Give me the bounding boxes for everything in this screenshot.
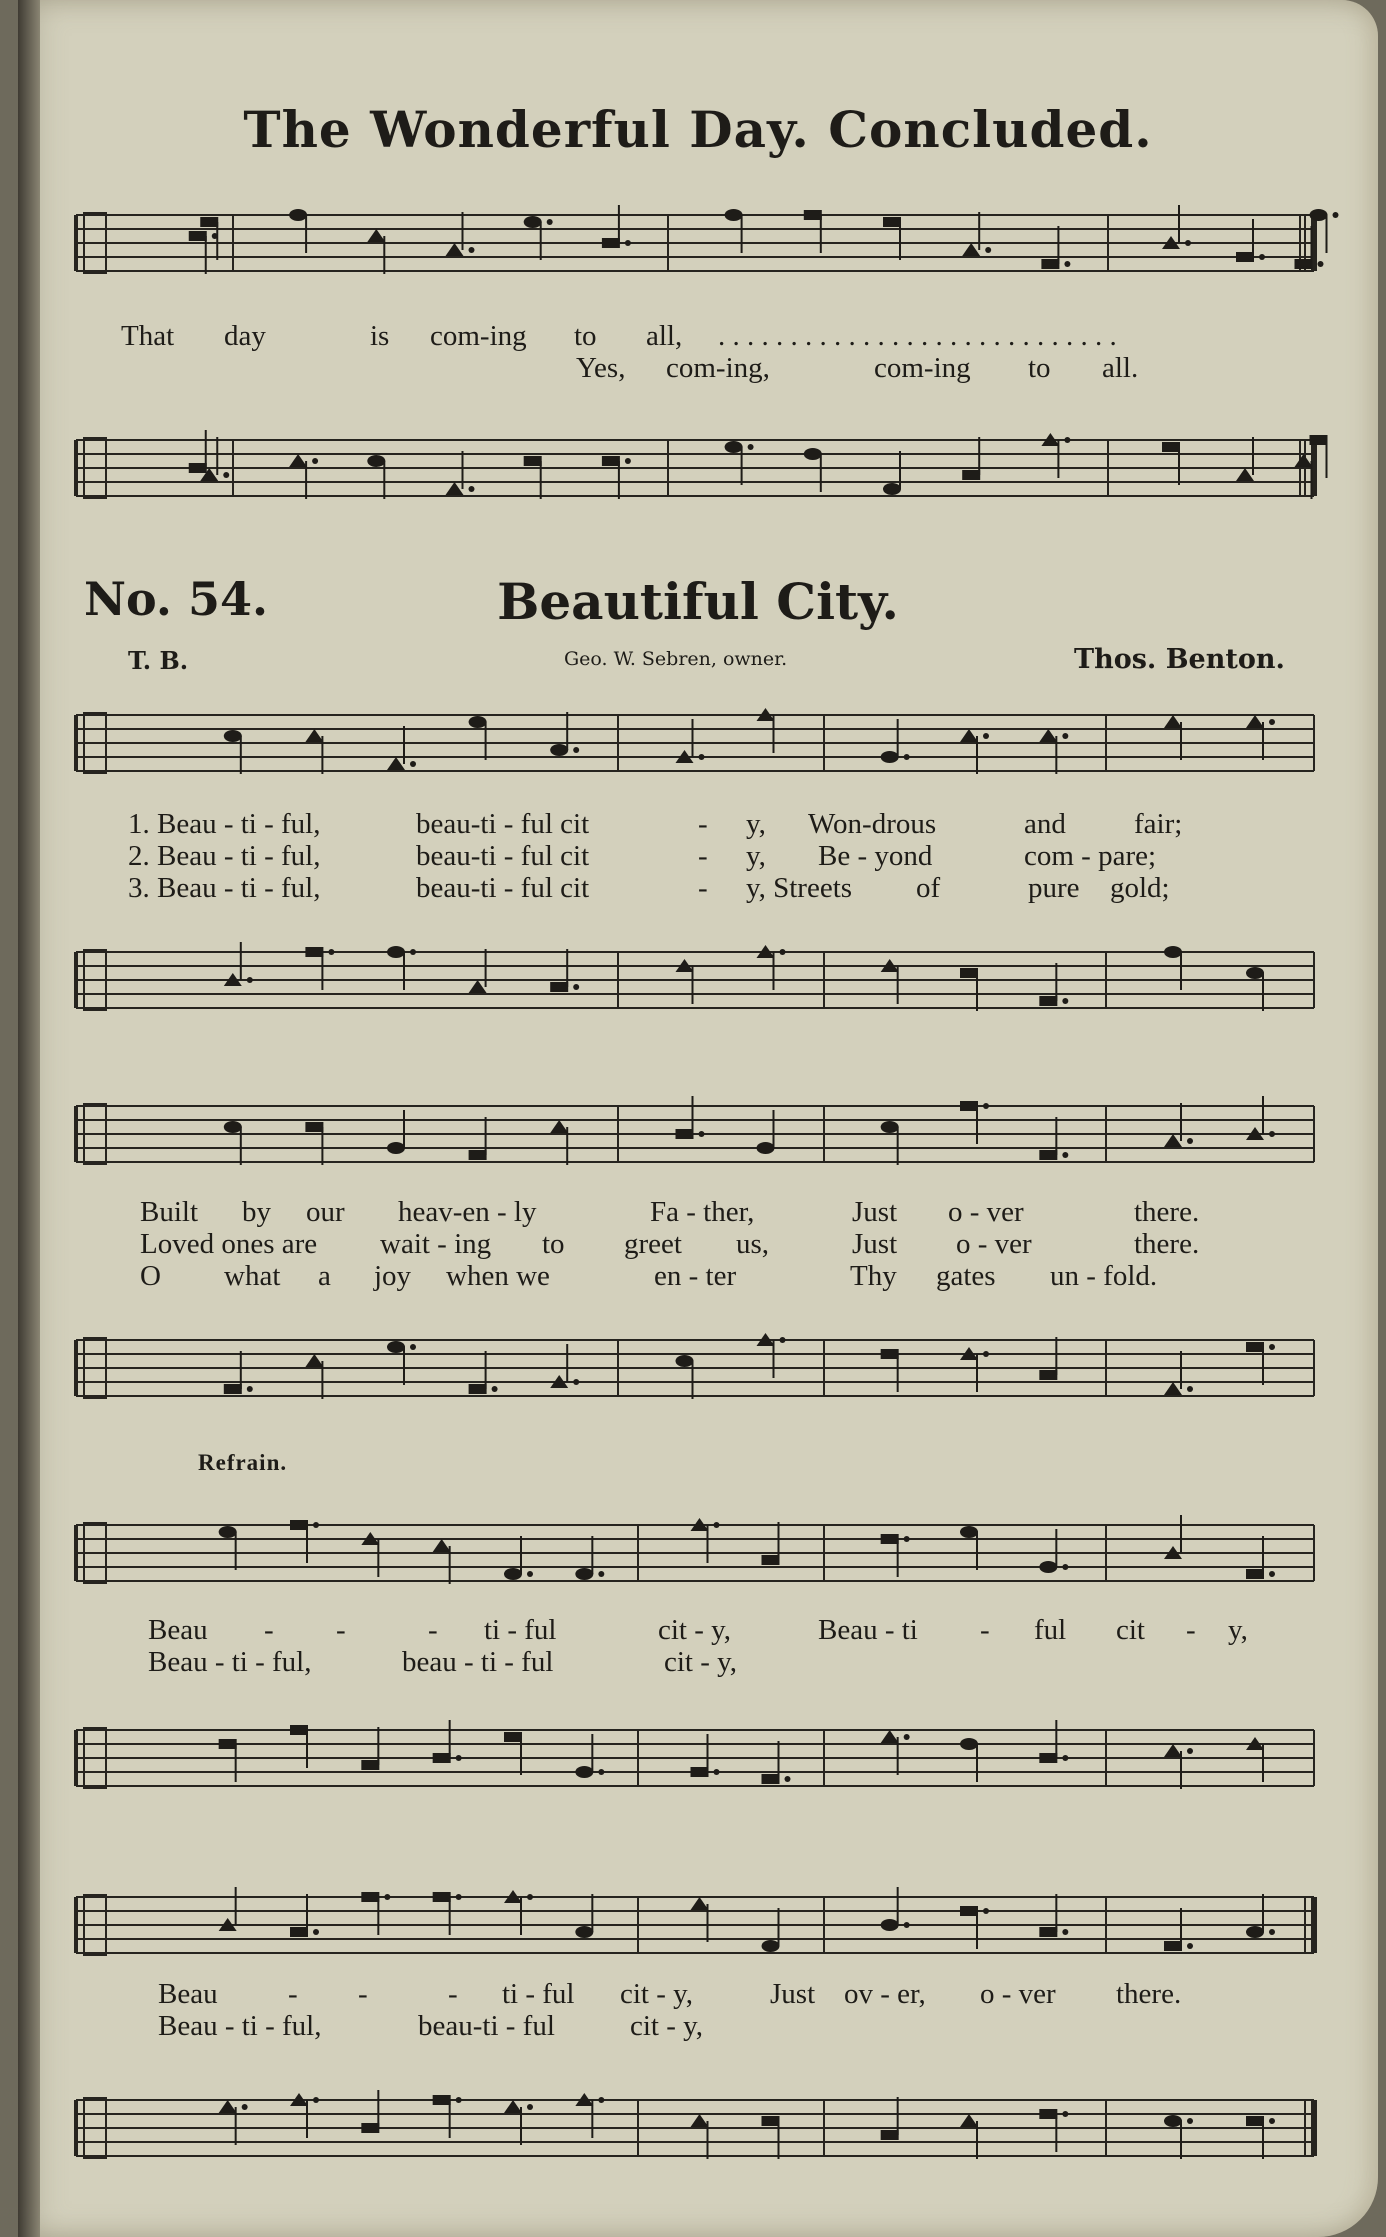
note-head <box>305 947 323 957</box>
lyric-word: - <box>698 808 708 840</box>
dot <box>983 1103 989 1109</box>
note-head <box>691 1897 709 1910</box>
lyric-line <box>18 320 1378 354</box>
note-head <box>960 968 978 978</box>
lyric-word: Just <box>852 1196 898 1228</box>
note-head <box>960 1906 978 1916</box>
note-head <box>524 456 542 466</box>
lyric-word: - <box>698 840 708 872</box>
lyric-word: there. <box>1116 1978 1182 2010</box>
lyric-word: our <box>306 1196 345 1228</box>
lyric-word: Just <box>770 1978 816 2010</box>
lyric-word: Beau <box>148 1614 208 1646</box>
lyric-line <box>18 872 1378 906</box>
note-head <box>881 2130 899 2140</box>
note-head <box>804 210 822 220</box>
note-head <box>1246 1342 1264 1352</box>
dot <box>1062 2111 1068 2117</box>
dot <box>1269 1929 1275 1935</box>
note-head <box>881 1121 899 1133</box>
lyric-word: there. <box>1134 1228 1200 1260</box>
lyric-word: gold; <box>1110 872 1170 904</box>
lyric-word: - <box>448 1978 458 2010</box>
lyric-line <box>18 1196 1378 1230</box>
dot <box>573 984 579 990</box>
lyric-word: is <box>370 320 390 352</box>
dot <box>1187 1748 1193 1754</box>
lyric-line <box>18 1260 1378 1294</box>
note-head <box>1246 1926 1264 1938</box>
lyric-word: That <box>121 320 175 352</box>
note-head <box>962 470 980 480</box>
note-head <box>1246 715 1264 728</box>
lyric-word: gates <box>936 1260 996 1292</box>
lyric-word: beau-ti - ful cit <box>416 808 590 840</box>
lyric-line <box>18 1614 1378 1648</box>
note-head <box>881 1534 899 1544</box>
lyric-word: com-ing, <box>666 352 770 384</box>
lyric-word: Thy <box>850 1260 897 1292</box>
note-head <box>691 2114 709 2127</box>
lyric-word: day <box>224 320 266 352</box>
note-head <box>762 1774 780 1784</box>
lyric-word: ful <box>1034 1614 1067 1646</box>
note-head <box>189 231 207 241</box>
dot <box>410 1344 416 1350</box>
dot <box>247 1386 253 1392</box>
dot <box>456 1894 462 1900</box>
note-head <box>433 1892 451 1902</box>
lyric-word: com-ing <box>430 320 527 352</box>
note-head <box>219 1526 237 1538</box>
lyric-word: to <box>542 1228 565 1260</box>
note-head <box>469 716 487 728</box>
note-head <box>602 456 620 466</box>
lyric-word: - <box>336 1614 346 1646</box>
dot <box>714 1522 720 1528</box>
note-head <box>189 463 207 473</box>
note-head <box>881 751 899 763</box>
lyric-word: com - pare; <box>1024 840 1157 872</box>
lyric-word: wait - ing <box>380 1228 492 1260</box>
note-head <box>762 1555 780 1565</box>
note-head <box>962 243 980 256</box>
dot <box>983 1351 989 1357</box>
lyric-word: - <box>358 1978 368 2010</box>
lyric-word: 1. Beau - ti - ful, <box>128 808 321 840</box>
lyric-word: - <box>264 1614 274 1646</box>
note-head <box>1295 454 1313 467</box>
lyric-word: ti - ful <box>484 1614 557 1646</box>
dot <box>469 247 475 253</box>
note-head <box>433 1539 451 1552</box>
note-head <box>524 216 542 228</box>
note-head <box>289 454 307 467</box>
note-head <box>960 1526 978 1538</box>
dot <box>1187 1386 1193 1392</box>
dot <box>1269 1131 1275 1137</box>
lyric-word: en - ter <box>654 1260 737 1292</box>
lyric-word: cit - y, <box>630 2010 704 2042</box>
dot <box>1062 1152 1068 1158</box>
note-head <box>469 980 487 993</box>
dot <box>527 1571 533 1577</box>
dot <box>384 1894 390 1900</box>
note-head <box>224 1384 242 1394</box>
note-head <box>469 1150 487 1160</box>
lyric-word: Yes, <box>576 352 626 384</box>
dot <box>410 949 416 955</box>
note-head <box>305 1354 323 1367</box>
dot <box>223 472 229 478</box>
dot <box>247 977 253 983</box>
lyric-word: y, <box>746 808 766 840</box>
dot <box>780 949 786 955</box>
note-head <box>1164 1744 1182 1757</box>
note-head <box>676 1129 694 1139</box>
note-head <box>1039 2109 1057 2119</box>
note-head <box>960 729 978 742</box>
lyric-word: Just <box>852 1228 898 1260</box>
lyric-word: to <box>574 320 597 352</box>
dot <box>699 754 705 760</box>
dot <box>1333 212 1339 218</box>
copyright-owner: Geo. W. Sebren, owner. <box>564 648 788 670</box>
hymn-number: No. 54. <box>84 572 268 626</box>
note-head <box>504 1568 522 1580</box>
note-head <box>691 1767 709 1777</box>
dot <box>573 747 579 753</box>
staff-system-3-bass <box>18 1320 1378 1460</box>
lyric-word: cit <box>1116 1614 1145 1646</box>
refrain-label: Refrain. <box>198 1450 288 1475</box>
lyric-word: . . . . . . . . . . . . . . . . . . . . . . . . . . . . <box>718 320 1117 352</box>
note-head <box>1039 1150 1057 1160</box>
lyric-line <box>18 808 1378 842</box>
dot <box>1269 1571 1275 1577</box>
dot <box>985 247 991 253</box>
dot <box>1062 1564 1068 1570</box>
note-head <box>1310 435 1328 445</box>
lyric-word: y, <box>746 840 766 872</box>
lyric-word: Beau <box>158 1978 218 2010</box>
lyric-line <box>18 352 1378 386</box>
lyric-word: o - ver <box>980 1978 1056 2010</box>
lyric-word: ti - ful <box>502 1978 575 2010</box>
note-head <box>881 1349 899 1359</box>
note-head <box>224 1121 242 1133</box>
dot <box>904 754 910 760</box>
dot <box>1187 2118 1193 2124</box>
section-title: The Wonderful Day. Concluded. <box>243 100 1153 159</box>
dot <box>527 1894 533 1900</box>
lyric-word: Built <box>140 1196 199 1228</box>
lyric-word: cit - y, <box>664 1646 738 1678</box>
dot <box>1064 437 1070 443</box>
note-head <box>1236 252 1254 262</box>
author-initials: T. B. <box>128 646 189 675</box>
lyric-word: Fa - ther, <box>650 1196 755 1228</box>
dot <box>547 219 553 225</box>
lyric-word: Be - yond <box>818 840 933 872</box>
dot <box>625 458 631 464</box>
lyric-word: o - ver <box>956 1228 1032 1260</box>
note-head <box>504 1732 522 1742</box>
dot <box>573 1379 579 1385</box>
note-head <box>433 1753 451 1763</box>
dot <box>492 1386 498 1392</box>
lyric-word: - <box>288 1978 298 2010</box>
note-head <box>1039 996 1057 1006</box>
note-head <box>1039 1927 1057 1937</box>
note-head <box>504 2100 522 2113</box>
lyric-word: ov - er, <box>844 1978 926 2010</box>
lyric-word: beau-ti - ful cit <box>416 872 590 904</box>
note-head <box>1039 729 1057 742</box>
note-head <box>602 238 620 248</box>
lyric-word: O <box>140 1260 161 1292</box>
note-head <box>676 1355 694 1367</box>
dot <box>1318 261 1324 267</box>
lyric-word: there. <box>1134 1196 1200 1228</box>
dot <box>410 761 416 767</box>
composer-credit: Thos. Benton. <box>1074 644 1285 675</box>
lyric-word: y, Streets <box>746 872 853 904</box>
dot <box>1064 261 1070 267</box>
note-head <box>219 1739 237 1749</box>
lyric-word: what <box>224 1260 281 1292</box>
lyric-line <box>18 1646 1378 1680</box>
note-head <box>575 1766 593 1778</box>
dot <box>785 1776 791 1782</box>
dot <box>312 458 318 464</box>
dot <box>328 949 334 955</box>
note-head <box>1039 1561 1057 1573</box>
note-head <box>446 482 464 495</box>
dot <box>1187 1943 1193 1949</box>
lyric-word: cit - y, <box>620 1978 694 2010</box>
lyric-word: by <box>242 1196 271 1228</box>
lyric-word: of <box>916 872 941 904</box>
note-head <box>219 2100 237 2113</box>
note-head <box>550 1120 568 1133</box>
note-head <box>1164 2115 1182 2127</box>
lyric-word: beau-ti - ful <box>418 2010 555 2042</box>
dot <box>313 1522 319 1528</box>
dot <box>904 1734 910 1740</box>
note-head <box>305 1122 323 1132</box>
note-head <box>1164 715 1182 728</box>
hymnal-page <box>18 0 1378 2237</box>
hymn-title: Beautiful City. <box>497 572 899 631</box>
lyric-word: un - fold. <box>1050 1260 1158 1292</box>
dot <box>313 1929 319 1935</box>
note-head <box>960 1738 978 1750</box>
note-head <box>881 1919 899 1931</box>
lyric-word: o - ver <box>948 1196 1024 1228</box>
dot <box>598 1769 604 1775</box>
note-head <box>361 1892 379 1902</box>
lyric-word: - <box>698 872 708 904</box>
note-head <box>1164 946 1182 958</box>
dot <box>714 1769 720 1775</box>
dot <box>598 1571 604 1577</box>
note-head <box>305 729 323 742</box>
lyric-line <box>18 2010 1378 2044</box>
lyric-word: Beau - ti - ful, <box>148 1646 312 1678</box>
lyric-word: Won-drous <box>808 808 937 840</box>
lyric-word: and <box>1024 808 1066 840</box>
note-head <box>1246 1569 1264 1579</box>
dot <box>780 1337 786 1343</box>
lyric-word: 2. Beau - ti - ful, <box>128 840 321 872</box>
staff-system-4-bass <box>18 1710 1378 1850</box>
lyric-word: - <box>1186 1614 1196 1646</box>
note-head <box>387 757 405 770</box>
note-head <box>762 1940 780 1952</box>
note-head <box>290 1520 308 1530</box>
note-head <box>361 2123 379 2133</box>
note-head <box>881 1730 899 1743</box>
lyric-line <box>18 1978 1378 2012</box>
lyric-word: all, <box>646 320 683 352</box>
dot <box>1187 1138 1193 1144</box>
note-head <box>757 1142 775 1154</box>
note-head <box>1039 1753 1057 1763</box>
note-head <box>1295 259 1313 269</box>
dot <box>1269 1344 1275 1350</box>
note-head <box>1162 442 1180 452</box>
lyric-word: all. <box>1102 352 1139 384</box>
lyric-word: 3. Beau - ti - ful, <box>128 872 321 904</box>
note-head <box>446 243 464 256</box>
note-head <box>762 2116 780 2126</box>
note-head <box>387 1341 405 1353</box>
note-head <box>550 744 568 756</box>
note-head <box>200 217 218 227</box>
note-head <box>725 209 743 221</box>
dot <box>1062 998 1068 1004</box>
lyric-word: pure <box>1028 872 1080 904</box>
note-head <box>1246 2116 1264 2126</box>
lyric-word: Beau - ti - ful, <box>158 2010 322 2042</box>
lyric-word: fair; <box>1134 808 1183 840</box>
lyric-word: heav-en - ly <box>398 1196 537 1228</box>
staff-system-1-treble <box>18 195 1378 335</box>
dot <box>1269 2118 1275 2124</box>
note-head <box>1039 1370 1057 1380</box>
dot <box>1259 254 1265 260</box>
dot <box>469 486 475 492</box>
lyric-word: - <box>428 1614 438 1646</box>
lyric-word: beau-ti - ful cit <box>416 840 590 872</box>
lyric-word: greet <box>624 1228 682 1260</box>
dot <box>1062 733 1068 739</box>
dot <box>983 733 989 739</box>
note-head <box>433 2095 451 2105</box>
note-head <box>1164 1382 1182 1395</box>
lyric-word: beau - ti - ful <box>402 1646 554 1678</box>
dot <box>983 1908 989 1914</box>
lyric-line <box>18 1228 1378 1262</box>
note-head <box>960 1101 978 1111</box>
note-head <box>804 448 822 460</box>
staff-system-1-bass <box>18 420 1378 560</box>
dot <box>1269 719 1275 725</box>
note-head <box>883 483 901 495</box>
dot <box>904 1922 910 1928</box>
dot <box>748 444 754 450</box>
lyric-word: - <box>980 1614 990 1646</box>
note-head <box>1164 1134 1182 1147</box>
note-head <box>1164 1941 1182 1951</box>
note-head <box>1246 967 1264 979</box>
note-head <box>960 2114 978 2127</box>
lyric-word: a <box>318 1260 331 1292</box>
lyric-word: com-ing <box>874 352 971 384</box>
lyric-word: Loved ones are <box>140 1228 318 1260</box>
lyric-word: to <box>1028 352 1051 384</box>
lyric-word: when we <box>446 1260 550 1292</box>
note-head <box>1041 259 1059 269</box>
dot <box>1062 1755 1068 1761</box>
dot <box>456 1755 462 1761</box>
dot <box>699 1131 705 1137</box>
lyric-line <box>18 840 1378 874</box>
note-head <box>575 1926 593 1938</box>
dot <box>1062 1929 1068 1935</box>
dot <box>1185 240 1191 246</box>
note-head <box>361 1760 379 1770</box>
note-head <box>725 441 743 453</box>
dot <box>242 2104 248 2110</box>
note-head <box>367 455 385 467</box>
note-head <box>367 229 385 242</box>
note-head <box>289 209 307 221</box>
lyric-word: joy <box>374 1260 412 1292</box>
lyric-word: Beau - ti <box>818 1614 918 1646</box>
note-head <box>575 1568 593 1580</box>
dot <box>904 1536 910 1542</box>
note-head <box>550 982 568 992</box>
dot <box>313 2097 319 2103</box>
staff-system-5-bass <box>18 2080 1378 2220</box>
note-head <box>1236 468 1254 481</box>
dot <box>625 240 631 246</box>
staff-system-2-bass <box>18 932 1378 1072</box>
lyric-word: us, <box>736 1228 770 1260</box>
dot <box>456 2097 462 2103</box>
note-head <box>387 946 405 958</box>
note-head <box>290 1927 308 1937</box>
dot <box>598 2097 604 2103</box>
lyric-word: y, <box>1228 1614 1248 1646</box>
dot <box>527 2104 533 2110</box>
note-head <box>290 1725 308 1735</box>
note-head <box>469 1384 487 1394</box>
note-head <box>883 217 901 227</box>
note-head <box>387 1142 405 1154</box>
note-head <box>224 730 242 742</box>
lyric-word: cit - y, <box>658 1614 732 1646</box>
note-head <box>1310 209 1328 221</box>
